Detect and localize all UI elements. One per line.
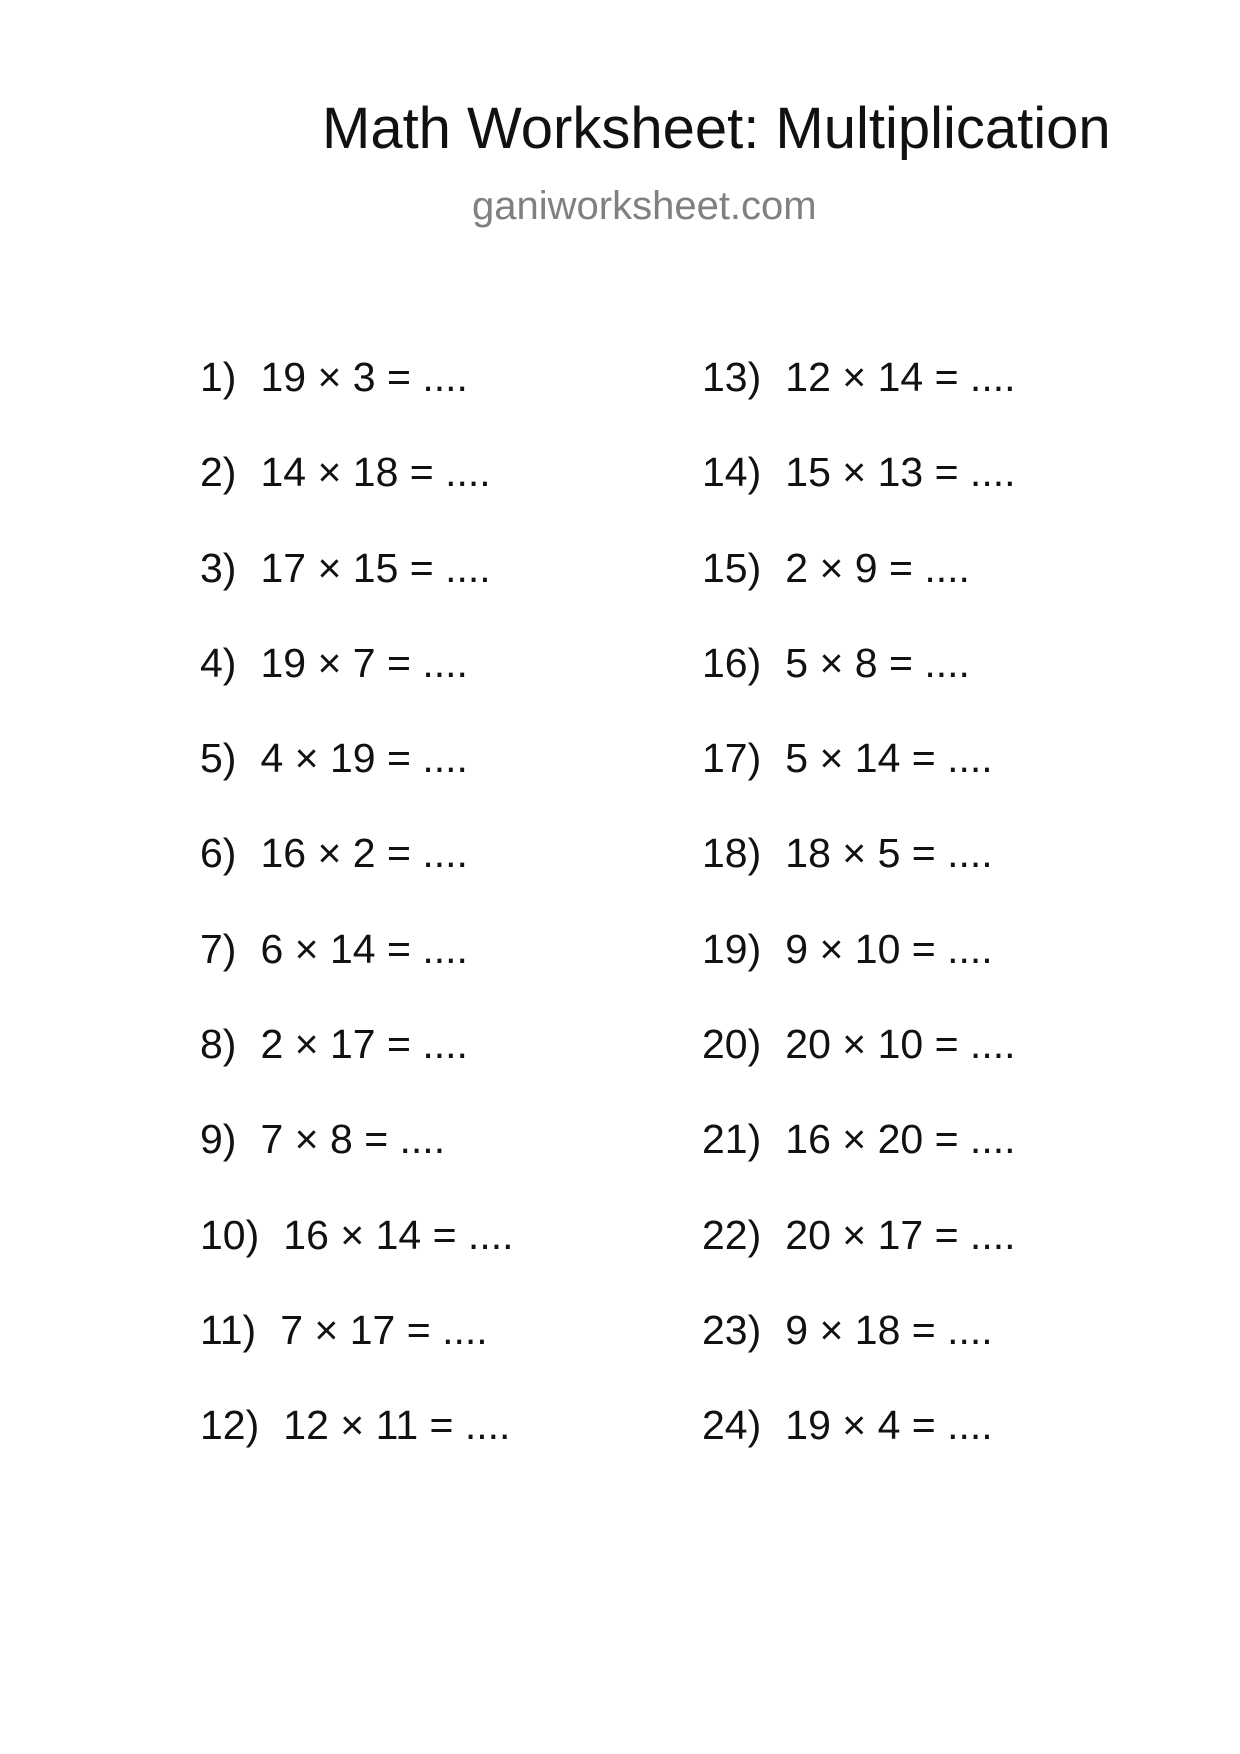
- problem-expression: 9 × 18 = ....: [785, 1306, 993, 1353]
- problem-expression: 17 × 15 = ....: [260, 544, 491, 591]
- problem-number: 15): [702, 544, 762, 591]
- problem-number: 5): [200, 735, 237, 782]
- problem-number: 10): [200, 1211, 260, 1258]
- problem-item: [200, 829, 650, 924]
- problem-item: [702, 1211, 1152, 1306]
- problem-item: [200, 639, 650, 734]
- problem-expression: 19 × 3 = ....: [260, 354, 468, 400]
- problem-expression: 12 × 11 = ....: [283, 1402, 511, 1449]
- problem-expression: 14 × 18 = ....: [260, 449, 491, 496]
- problem-expression: 5 × 8 = ....: [785, 639, 970, 686]
- problem-column-right: [702, 353, 1152, 1497]
- problem-number: 18): [702, 830, 762, 877]
- problem-item: [702, 829, 1152, 924]
- problem-item: [200, 1020, 650, 1115]
- problem-item: [702, 925, 1152, 1020]
- problem-number: 24): [702, 1402, 762, 1449]
- problem-item: [702, 1306, 1152, 1401]
- problem-expression: 4 × 19 = ....: [260, 735, 468, 782]
- problem-expression: 16 × 20 = ....: [785, 1116, 1016, 1163]
- problem-item: [200, 734, 650, 829]
- problem-number: 20): [702, 1021, 762, 1068]
- problem-number: 7): [200, 925, 237, 972]
- site-url: ganiworksheet.com: [472, 184, 817, 228]
- problem-expression: 18 × 5 = ....: [785, 830, 993, 877]
- problem-item: [200, 1401, 650, 1496]
- problem-expression: 20 × 10 = ....: [785, 1021, 1016, 1068]
- problem-item: [702, 1020, 1152, 1115]
- problem-item: [702, 639, 1152, 734]
- problem-expression: 16 × 2 = ....: [260, 830, 468, 877]
- problem-expression: 16 × 14 = ....: [283, 1211, 514, 1258]
- problem-expression: 7 × 8 = ....: [260, 1116, 446, 1163]
- problem-item: [702, 1401, 1152, 1496]
- problem-expression: 7 × 17 = ....: [280, 1306, 488, 1353]
- problem-item: [702, 544, 1152, 639]
- problem-number: 11): [200, 1306, 257, 1353]
- problem-item: [200, 1306, 650, 1401]
- problem-number: 4): [200, 639, 237, 686]
- problem-item: [702, 734, 1152, 829]
- problem-item: [200, 1211, 650, 1306]
- problem-expression: 19 × 7 = ....: [260, 639, 468, 686]
- problem-number: 8): [200, 1021, 237, 1068]
- problem-number: 16): [702, 639, 762, 686]
- problem-item: [200, 925, 650, 1020]
- problem-number: 9): [200, 1116, 237, 1163]
- problem-number: 2): [200, 449, 237, 496]
- problem-item: [200, 1115, 650, 1210]
- problem-number: 13): [702, 354, 762, 400]
- problem-expression: 6 × 14 = ....: [260, 925, 468, 972]
- problem-expression: 2 × 17 = ....: [260, 1021, 468, 1068]
- problem-number: 17): [702, 735, 762, 782]
- problem-item: [200, 353, 650, 448]
- problem-column-left: [200, 353, 650, 1497]
- problem-number: 6): [200, 830, 237, 877]
- problem-item: [702, 1115, 1152, 1210]
- problem-expression: 9 × 10 = ....: [785, 925, 993, 972]
- problem-number: 1): [200, 354, 237, 400]
- problem-expression: 15 × 13 = ....: [785, 449, 1016, 496]
- page-title: Math Worksheet: Multiplication: [322, 96, 1111, 161]
- problem-item: [200, 448, 650, 543]
- problem-number: 19): [702, 925, 762, 972]
- problem-number: 22): [702, 1211, 762, 1258]
- problem-expression: 19 × 4 = ....: [785, 1402, 993, 1449]
- problem-number: 12): [200, 1402, 260, 1449]
- problem-number: 21): [702, 1116, 762, 1163]
- problem-number: 3): [200, 544, 237, 591]
- problem-expression: 2 × 9 = ....: [785, 544, 970, 591]
- problem-number: 23): [702, 1306, 762, 1353]
- problem-item: [702, 448, 1152, 543]
- problem-item: [702, 353, 1152, 448]
- problem-expression: 5 × 14 = ....: [785, 735, 993, 782]
- problem-number: 14): [702, 449, 762, 496]
- problem-expression: 20 × 17 = ....: [785, 1211, 1016, 1258]
- problem-item: [200, 544, 650, 639]
- problem-expression: 12 × 14 = ....: [785, 354, 1016, 400]
